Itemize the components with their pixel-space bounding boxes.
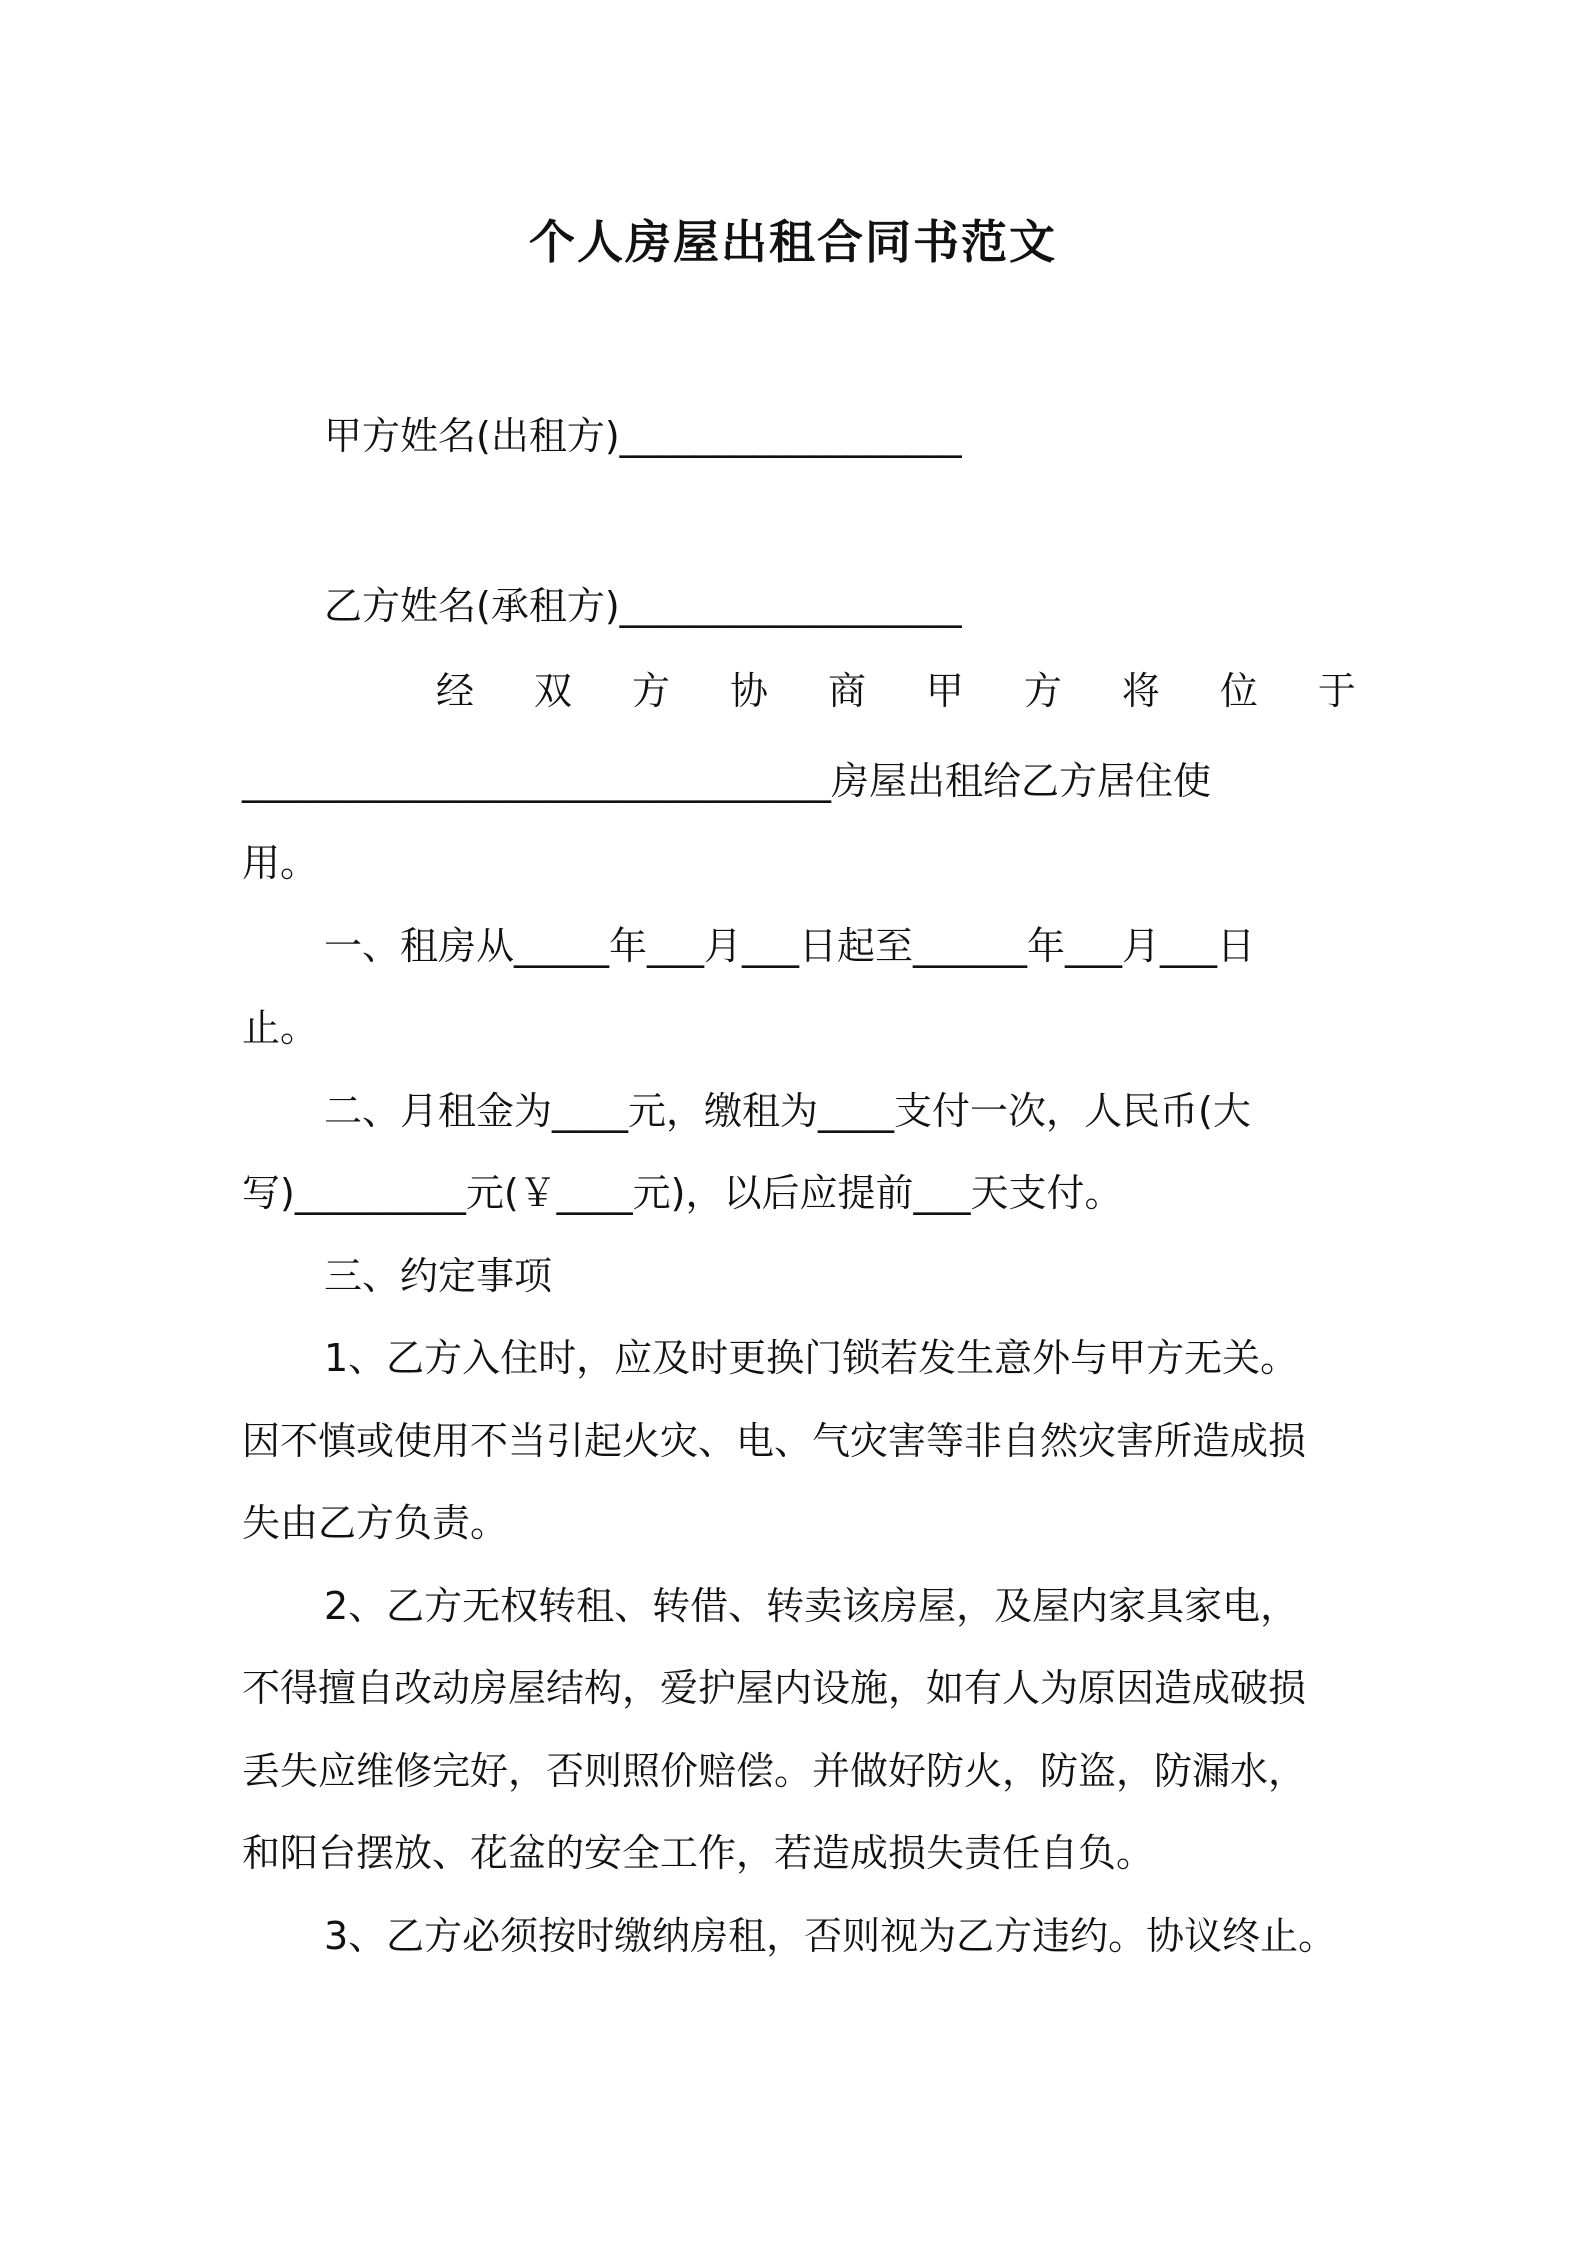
agreement-intro-line <box>436 663 1356 719</box>
clause-line: 丢失应维修完好，否则照价赔偿。并做好防火，防盗，防漏水， <box>242 1749 1307 1793</box>
rent-amount-line: 写)_________元(￥____元)，以后应提前___天支付。 <box>242 1171 1123 1215</box>
property-address-line: _______________________________房屋出租给乙方居住使 <box>242 759 1212 803</box>
paragraph-line: 用。 <box>242 841 319 885</box>
intro-char: 甲 <box>925 669 964 713</box>
rent-line: 二、月租金为____元，缴租为____支付一次，人民币(大 <box>324 1089 1251 1133</box>
clause-line: 不得擅自改动房屋结构，爱护屋内设施，如有人为原因造成破损 <box>242 1666 1307 1710</box>
clause-line: 1、乙方入住时，应及时更换门锁若发生意外与甲方无关。 <box>324 1336 1299 1380</box>
intro-char: 双 <box>533 669 572 713</box>
intro-char: 位 <box>1219 669 1258 713</box>
section-heading: 三、约定事项 <box>324 1254 553 1298</box>
intro-char: 将 <box>1121 669 1160 713</box>
clause-line: 因不慎或使用不当引起火灾、电、气灾害等非自然灾害所造成损 <box>242 1419 1307 1463</box>
lessee-name-line: 乙方姓名(承租方)__________________ <box>324 584 962 628</box>
intro-char: 协 <box>729 669 768 713</box>
document-title: 个人房屋出租合同书范文 <box>529 215 1057 269</box>
intro-char: 方 <box>1023 669 1062 713</box>
clause-line: 失由乙方负责。 <box>242 1501 509 1545</box>
intro-char: 于 <box>1317 669 1356 713</box>
intro-char: 商 <box>827 669 866 713</box>
paragraph-line: 止。 <box>242 1006 319 1050</box>
intro-char: 经 <box>436 669 475 713</box>
lease-term-line: 一、租房从_____年___月___日起至______年___月___日 <box>324 924 1256 968</box>
clause-line: 3、乙方必须按时缴纳房租，否则视为乙方违约。协议终止。 <box>324 1914 1337 1958</box>
clause-line: 和阳台摆放、花盆的安全工作，若造成损失责任自负。 <box>242 1831 1155 1875</box>
lessor-name-line: 甲方姓名(出租方)__________________ <box>324 414 962 458</box>
intro-char: 方 <box>631 669 670 713</box>
clause-line: 2、乙方无权转租、转借、转卖该房屋，及屋内家具家电， <box>324 1584 1299 1628</box>
